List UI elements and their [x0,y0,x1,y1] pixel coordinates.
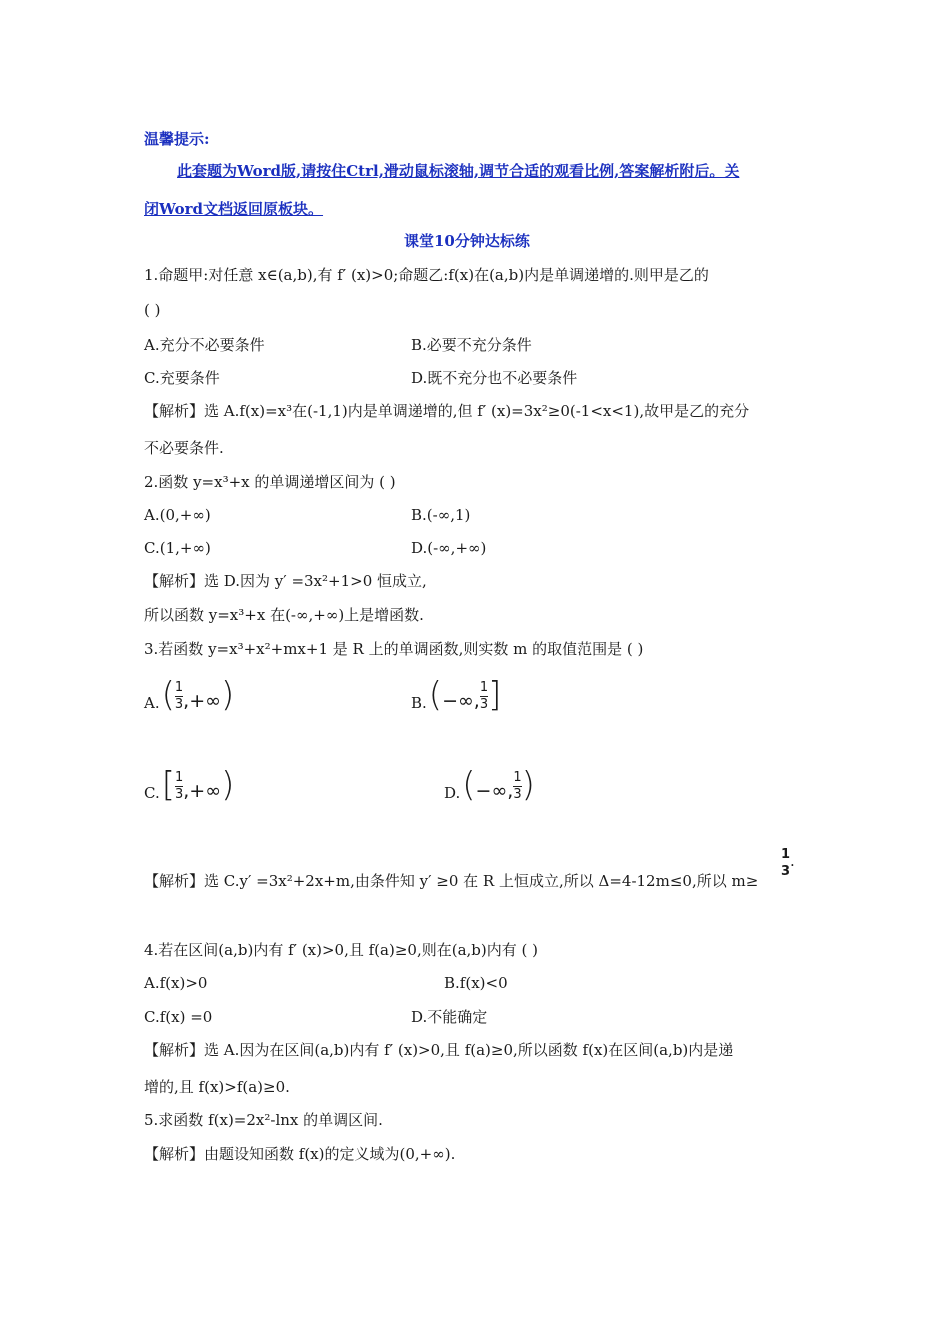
q4-option-b: B.f(x)<0 [444,974,508,992]
tip-heading: 温馨提示: [144,130,210,148]
q4-option-c: C.f(x) =0 [144,1008,213,1026]
fraction: $\frac{1}{3}$ [479,680,489,712]
q3-answer-fraction: 1 3 . [781,847,795,879]
open-bracket: [ [161,765,175,805]
q1-answer-cont: 不必要条件. [144,439,224,457]
q2-option-a: A.(0,+∞) [144,506,211,524]
q1-stem-cont: ( ) [144,301,161,319]
q2-option-c: C.(1,+∞) [144,539,211,557]
q2-stem: 2.函数 y=x³+x 的单调递增区间为 ( ) [144,473,396,491]
q4-option-d: D.不能确定 [411,1008,488,1026]
interval-start: −∞, [442,690,480,712]
open-paren: ( [428,675,443,715]
fraction: $\frac{1}{3}$ [174,680,184,712]
close-paren: ) [221,765,235,805]
q3-option-b-label: B. [411,694,427,712]
q1-option-d: D.既不充分也不必要条件 [411,369,578,387]
q3-stem: 3.若函数 y=x³+x²+mx+1 是 R 上的单调函数,则实数 m 的取值范围是 ( ) [144,640,644,658]
open-paren: ( [161,675,175,715]
close-bracket: ] [488,675,502,715]
q3-option-c [144,758,235,805]
q4-option-a: A.f(x)>0 [144,974,208,992]
tip-line-2[interactable]: 闭Word文档返回原板块。 [144,200,324,218]
q3-option-b [411,668,502,715]
q3-option-d-label: D. [444,784,461,802]
close-paren: ) [220,675,235,715]
interval-start: −∞, [475,780,514,802]
q2-option-b: B.(-∞,1) [411,506,471,524]
q3-option-d [444,758,535,805]
q1-option-a: A.充分不必要条件 [144,336,265,354]
interval-end: ,+∞ [183,780,222,802]
q3-option-a-label: A. [144,694,160,712]
fraction: $\frac{1}{3}$ [513,770,522,802]
q2-option-d: D.(-∞,+∞) [411,539,487,557]
q1-stem: 1.命题甲:对任意 x∈(a,b),有 f′ (x)>0;命题乙:f(x)在(a,b)内是单调递增的.则甲是乙的 [144,266,709,284]
interval-end: ,+∞ [183,690,221,712]
page-title: 课堂10分钟达标练 [404,232,530,250]
q1-option-c: C.充要条件 [144,369,220,387]
q3-option-a [144,668,235,715]
q2-answer-cont: 所以函数 y=x³+x 在(-∞,+∞)上是增函数. [144,606,424,624]
q3-answer [144,871,758,891]
fraction: $\frac{1}{3}$ [174,770,184,802]
q4-stem: 4.若在区间(a,b)内有 f′ (x)>0,且 f(a)≥0,则在(a,b)内有 ( ) [144,941,538,959]
q1-option-b: B.必要不充分条件 [411,336,532,354]
q3-option-c-label: C. [144,784,160,802]
q5-stem: 5.求函数 f(x)=2x²-lnx 的单调区间. [144,1111,383,1129]
tip-line-1[interactable]: 此套题为Word版,请按住Ctrl,滑动鼠标滚轴,调节合适的观看比例,答案解析附后。关 [177,162,740,180]
q2-answer: 【解析】选 D.因为 y′ =3x²+1>0 恒成立, [144,572,427,590]
q1-answer: 【解析】选 A.f(x)=x³在(-1,1)内是单调递增的,但 f′ (x)=3x²≥0(-1<x<1),故甲是乙的充分 [144,402,750,420]
close-paren: ) [521,765,535,805]
q3-answer-text: 【解析】选 C.y′ =3x²+2x+m,由条件知 y′ ≥0 在 R 上恒成立,所以 Δ=4-12m≤0,所以 m≥ [144,872,759,890]
open-paren: ( [462,765,476,805]
q4-answer-cont: 增的,且 f(x)>f(a)≥0. [144,1078,290,1096]
q4-answer: 【解析】选 A.因为在区间(a,b)内有 f′ (x)>0,且 f(a)≥0,所以函数 f(x)在区间(a,b)内是递 [144,1041,734,1059]
q5-answer: 【解析】由题设知函数 f(x)的定义域为(0,+∞). [144,1145,456,1163]
